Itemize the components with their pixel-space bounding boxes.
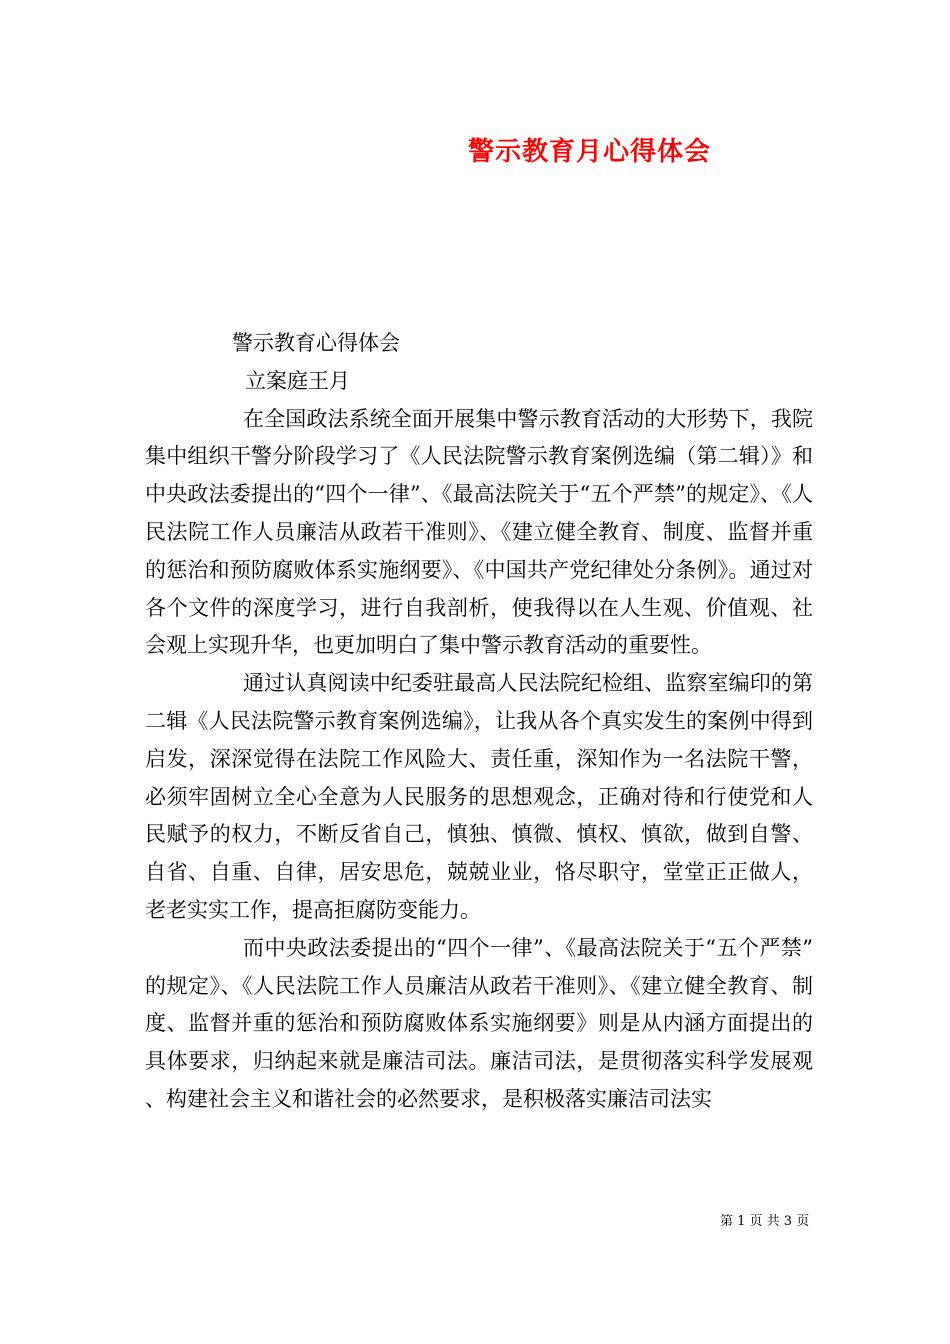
document-title: 警示教育月心得体会 [468,137,712,167]
author-line: 立案庭王月 [245,368,350,393]
essay-subtitle: 警示教育心得体会 [232,331,400,355]
paragraph-2: 通过认真阅读中纪委驻最高人民法院纪检组、监察室编印的第二辑《人民法院警示教育案例选编》，让我从各个真实发生的案例中得到启发，深深觉得在法院工作风险大、责任重，深知作为一名法院干警，必须牢固树立全心全意为人民服务的思想观念，正确对待和行使党和人民赋予的权力，不断反省自己，慎独、慎微、慎权、慎欲，做到自警、自省、自重、自律，居安思危，兢兢业业，恪尽职守，堂堂正正做人，老老实实工作，提高拒腐防变能力。 [145,671,813,922]
document-body [145,325,813,1119]
paragraph-1: 在全国政法系统全面开展集中警示教育活动的大形势下，我院集中组织干警分阶段学习了《人民法院警示教育案例选编（第二辑）》和中央政法委提出的“四个一律”、《最高法院关于“五个严禁”的规定》、《人民法院工作人员廉洁从政若干准则》、《建立健全教育、制度、监督并重的惩治和预防腐败体系实施纲要》、《中国共产党纪律处分条例》。通过对各个文件的深度学习，进行自我剖析，使我得以在人生观、价值观、社会观上实现升华，也更加明白了集中警示教育活动的重要性。 [145,406,813,658]
page-number: 第 1 页 共 3 页 [720,1214,810,1229]
paragraph-3: 而中央政法委提出的“四个一律”、《最高法院关于“五个严禁”的规定》、《人民法院工作人员廉洁从政若干准则》、《建立健全教育、制度、监督并重的惩治和预防腐败体系实施纲要》则是从内涵方面提出的具体要求，归纳起来就是廉洁司法。廉洁司法，是贯彻落实科学发展观、构建社会主义和谐社会的必然要求，是积极落实廉洁司法实 [145,935,813,1111]
